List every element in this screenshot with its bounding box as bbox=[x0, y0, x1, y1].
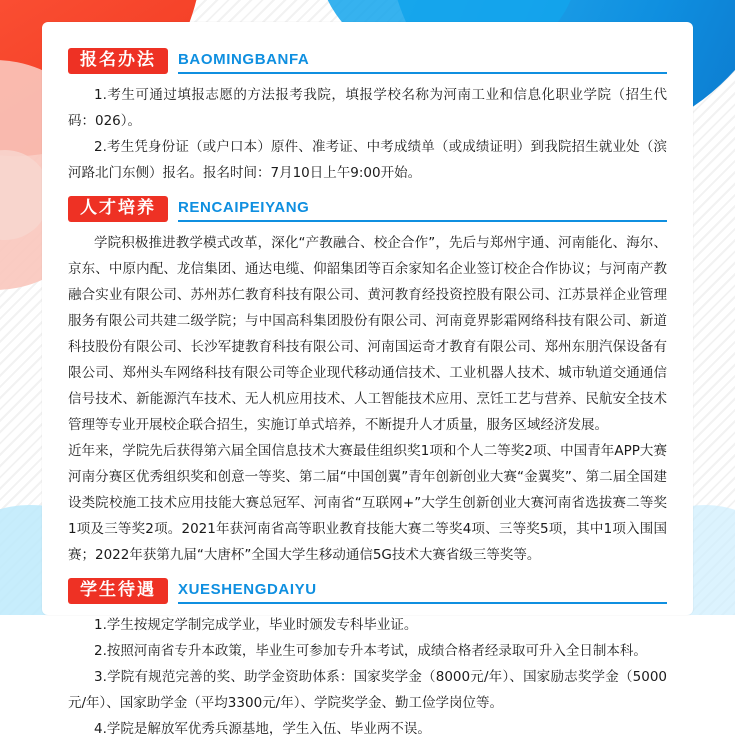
section-badge: 学生待遇 bbox=[68, 578, 168, 604]
section-pinyin: BAOMINGBANFA bbox=[178, 51, 667, 71]
section-badge: 人才培养 bbox=[68, 196, 168, 222]
section-header bbox=[68, 48, 667, 74]
section-rencaipeiyang bbox=[68, 196, 667, 568]
paragraph: 3.学院有规范完善的奖、助学金资助体系：国家奖学金（8000元/年）、国家励志奖学金（5000元/年）、国家助学金（平均3300元/年）、学院奖学金、勤工俭学岗位等。 bbox=[68, 669, 667, 711]
section-header bbox=[68, 196, 667, 222]
section-badge: 报名办法 bbox=[68, 48, 168, 74]
paragraph: 1.学生按规定学制完成学业，毕业时颁发专科毕业证。 bbox=[94, 617, 418, 633]
section-xueshengdaiyu bbox=[68, 578, 667, 742]
paragraph: 1.考生可通过填报志愿的方法报考我院，填报学校名称为河南工业和信息化职业学院（招生代码：026）。 bbox=[68, 87, 667, 129]
paragraph: 2.考生凭身份证（或户口本）原件、准考证、中考成绩单（或成绩证明）到我院招生就业处（滨河路北门东侧）报名。报名时间：7月10日上午9:00开始。 bbox=[68, 139, 667, 181]
paragraph: 学院积极推进教学模式改革，深化“产教融合、校企合作”，先后与郑州宇通、河南能化、海尔、京东、中原内配、龙信集团、通达电缆、仰韶集团等百余家知名企业签订校企合作协议；与河南产教融合实业有限公司、苏州苏仁教育科技有限公司、黄河教育经投资控股有限公司、江苏景祥企业管理服务有限公司共建二级学院；与中国高科集团股份有限公司、河南竟界影霜网络科技有限公司、新道科技股份有限公司、长沙军捷教育科技有限公司、河南国运奇才教育有限公司、郑州东朋汽保设备有限公司、郑州头车网络科技有限公司等企业现代移动通信技术、工业机器人技术、城市轨道交通通信信号技术、新能源汽车技术、无人机应用技术、人工智能技术应用、烹饪工艺与营养、民航安全技术管理等专业开展校企联合招生，实施订单式培养，不断提升人才质量，服务区域经济发展。 bbox=[68, 235, 667, 433]
paragraph: 4.学院是解放军优秀兵源基地，学生入伍、毕业两不误。 bbox=[94, 721, 431, 737]
paragraph: 近年来，学院先后获得第六届全国信息技术大赛最佳组织奖1项和个人二等奖2项、中国青年APP大赛河南分赛区优秀组织奖和创意一等奖、第二届“中国创翼”青年创新创业大赛“金翼奖”、第二届全国建设类院校施工技术应用技能大赛总冠军、河南省“互联网+”大学生创新创业大赛河南省选拔赛二等奖1项及三等奖2项。2021年获河南省高等职业教育技能大赛二等奖4项、三等奖5项，其中1项入围国赛；2022年获第九届“大唐杯”全国大学生移动通信5G技术大赛省级三等奖等。 bbox=[68, 443, 667, 563]
section-pinyin: RENCAIPEIYANG bbox=[178, 199, 667, 219]
section-pinyin: XUESHENGDAIYU bbox=[178, 581, 667, 601]
content-card bbox=[42, 22, 693, 737]
section-baomingbanfa bbox=[68, 48, 667, 186]
paragraph: 2.按照河南省专升本政策，毕业生可参加专升本考试，成绩合格者经录取可升入全日制本科。 bbox=[94, 643, 647, 659]
section-header bbox=[68, 578, 667, 604]
